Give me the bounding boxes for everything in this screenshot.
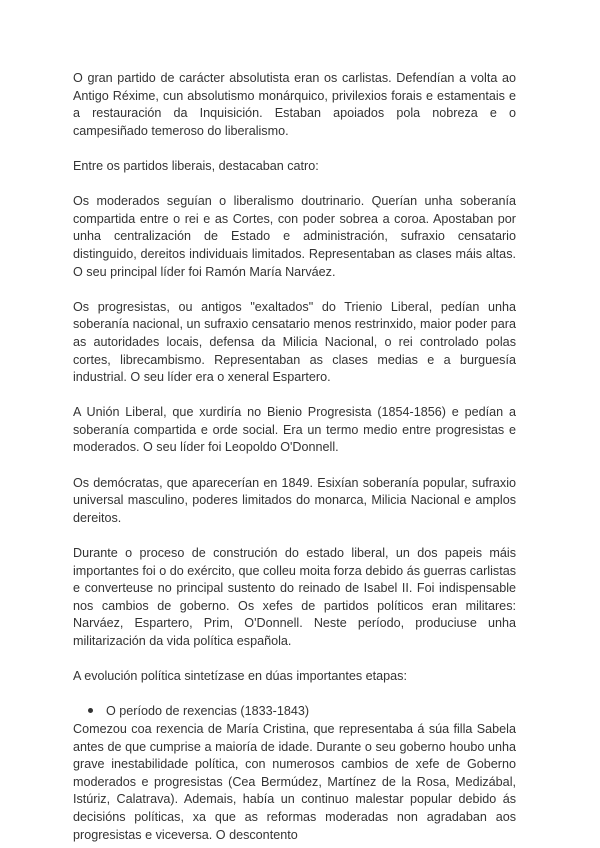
paragraph-evolucion: A evolución política sintetízase en dúas importantes etapas: <box>73 669 407 684</box>
paragraph-union-liberal: A Unión Liberal, que xurdiría no Bienio Progresista (1854-1856) e pedían a soberanía compartida e orde social. Era un termo medio entre progresistas e moderados. O seu líder foi Leopoldo O'Donnell. <box>73 405 516 455</box>
paragraph-carlistas: O gran partido de carácter absolutista eran os carlistas. Defendían a volta ao Antigo Réxime, cun absolutismo monárquico, privilexios forais e estamentais e a restauración da Inquisición. Estaban apoiados pola nobreza e o campesiñado temeroso do liberalismo. <box>73 71 516 138</box>
document-page <box>73 70 516 844</box>
paragraph-exercito: Durante o proceso de construción do estado liberal, un dos papeis máis importantes foi o do exército, que colleu moita forza debido ás guerras carlistas e converteuse no principal sustento do reinado de Isabel II. Foi indispensable nos cambios de goberno. Os xefes de partidos políticos eran militares: Narváez, Espartero, Prim, O'Donnell. Neste período, produciuse unha militarización da vida política española. <box>73 546 516 648</box>
bullet-item <box>73 703 516 721</box>
paragraph-democratas: Os demócratas, que aparecerían en 1849. Esixían soberanía popular, sufraxio universal masculino, poderes limitados do monarca, Milicia Nacional e amplos dereitos. <box>73 475 516 525</box>
paragraph-partidos-liberais: Entre os partidos liberais, destacaban catro: <box>73 158 319 173</box>
paragraph-progresistas: Os progresistas, ou antigos "exaltados" do Trienio Liberal, pedían unha soberanía nacional, un sufraxio censatario menos restrinxido, maior poder para as autoridades locais, defensa da Milicia Nacional, o rei controlado polas cortes, librecambismo. Representaban as clases medias e a burguesía industrial. O seu líder era o xeneral Espartero. <box>73 299 516 385</box>
bullet-dot-icon <box>88 708 93 713</box>
paragraph-moderados: Os moderados seguían o liberalismo doutrinario. Querían unha soberanía compartida entre o rei e as Cortes, con poder sobrea a coroa. Apostaban por unha centralización de Estado e administración, sufraxio censatario distinguido, dereitos individuais limitados. Representaban as clases máis altas. O seu principal líder foi Ramón María Narváez. <box>73 194 516 279</box>
bullet-text: O período de rexencias (1833-1843) <box>106 704 310 719</box>
paragraph-rexencias: Comezou coa rexencia de María Cristina, que representaba á súa filla Sabela antes de que cumprise a maioría de idade. Durante o seu goberno houbo unha grave inestabilidade política, con numerosos cambios de xefe de Goberno moderados e progresistas (Cea Bermúdez, Martínez de la Rosa, Medizábal, Istúriz, Calatrava). Ademais, había un continuo malestar popular debido ás decisións políticas, xa que as reformas moderadas non agradaban aos progresistas e viceversa. O descontento <box>73 721 516 842</box>
